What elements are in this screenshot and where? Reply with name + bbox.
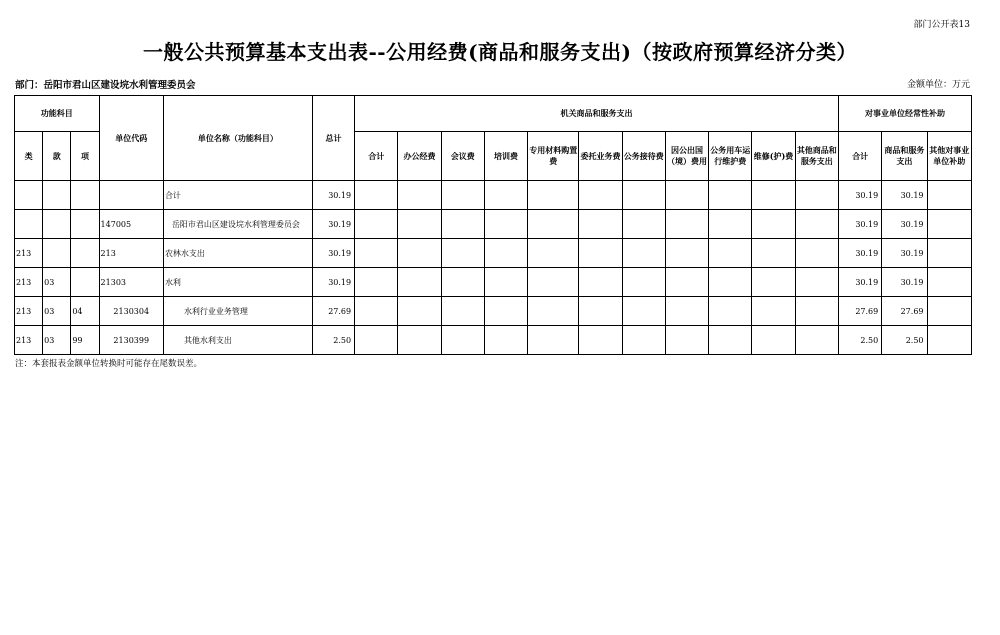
subsidy-total-cell: 30.19: [838, 239, 881, 268]
agency-value-cell: [528, 297, 579, 326]
subsidy-col-header: 其他对事业单位补助: [927, 132, 972, 181]
agency-value-cell: [752, 326, 795, 355]
table-row: [15, 268, 972, 297]
agency-value-cell: [484, 297, 527, 326]
table-row: [15, 326, 972, 355]
unit-code-cell: 147005: [99, 210, 163, 239]
agency-value-cell: [795, 326, 838, 355]
agency-col-header: 维修(护)费: [752, 132, 795, 181]
agency-value-cell: [441, 210, 484, 239]
xiang-cell: 99: [71, 326, 99, 355]
agency-value-cell: [484, 181, 527, 210]
agency-value-cell: [752, 239, 795, 268]
agency-value-cell: [398, 297, 441, 326]
agency-value-cell: [579, 239, 622, 268]
subsidy-other-cell: [927, 326, 972, 355]
lei-cell: 213: [15, 239, 43, 268]
agency-value-cell: [795, 181, 838, 210]
amount-unit-label: 金额单位：万元: [906, 80, 970, 90]
agency-value-cell: [441, 297, 484, 326]
agency-value-cell: [795, 297, 838, 326]
agency-value-cell: [622, 181, 665, 210]
agency-value-cell: [441, 239, 484, 268]
agency-value-cell: [622, 239, 665, 268]
subsidy-total-cell: 30.19: [838, 181, 881, 210]
total-cell: 30.19: [312, 181, 354, 210]
agency-value-cell: [355, 326, 398, 355]
agency-value-cell: [398, 181, 441, 210]
total-header: 总计: [312, 96, 354, 181]
table-row: [15, 239, 972, 268]
agency-value-cell: [579, 268, 622, 297]
agency-value-cell: [795, 268, 838, 297]
total-cell: 2.50: [312, 326, 354, 355]
kuan-cell: 03: [43, 326, 71, 355]
agency-value-cell: [622, 268, 665, 297]
subsidy-col-header: 合计: [838, 132, 881, 181]
agency-value-cell: [528, 210, 579, 239]
agency-value-cell: [709, 268, 752, 297]
unit-code-cell: 21303: [99, 268, 163, 297]
unit-name-cell: 岳阳市君山区建设垸水利管理委员会: [163, 210, 312, 239]
lei-cell: [15, 181, 43, 210]
xiang-cell: [71, 268, 99, 297]
agency-value-cell: [709, 210, 752, 239]
agency-value-cell: [355, 268, 398, 297]
lei-cell: 213: [15, 326, 43, 355]
agency-col-header: 公务用车运行维护费: [709, 132, 752, 181]
subsidy-goods-cell: 30.19: [882, 239, 927, 268]
agency-value-cell: [528, 239, 579, 268]
agency-value-cell: [752, 297, 795, 326]
agency-value-cell: [579, 181, 622, 210]
kuan-cell: [43, 239, 71, 268]
table-row: [15, 181, 972, 210]
lei-header: 类: [15, 132, 43, 181]
agency-value-cell: [398, 210, 441, 239]
agency-value-cell: [622, 210, 665, 239]
subsidy-goods-cell: 30.19: [882, 181, 927, 210]
agency-value-cell: [441, 268, 484, 297]
table-row: [15, 297, 972, 326]
unit-name-cell: 其他水利支出: [163, 326, 312, 355]
agency-col-header: 合计: [355, 132, 398, 181]
agency-value-cell: [528, 326, 579, 355]
subsidy-other-cell: [927, 239, 972, 268]
agency-col-header: 因公出国（境）费用: [665, 132, 708, 181]
xiang-cell: [71, 181, 99, 210]
subsidy-header: 对事业单位经常性补助: [838, 96, 971, 132]
agency-col-header: 委托业务费: [579, 132, 622, 181]
agency-value-cell: [484, 239, 527, 268]
agency-value-cell: [665, 326, 708, 355]
xiang-cell: [71, 210, 99, 239]
unit-name-cell: 合计: [163, 181, 312, 210]
agency-value-cell: [795, 210, 838, 239]
agency-value-cell: [484, 210, 527, 239]
agency-value-cell: [441, 181, 484, 210]
unit-code-cell: [99, 181, 163, 210]
agency-value-cell: [752, 210, 795, 239]
subsidy-total-cell: 30.19: [838, 268, 881, 297]
agency-col-header: 会议费: [441, 132, 484, 181]
agency-value-cell: [622, 297, 665, 326]
agency-value-cell: [665, 210, 708, 239]
subsidy-goods-cell: 2.50: [882, 326, 927, 355]
subsidy-other-cell: [927, 210, 972, 239]
agency-value-cell: [665, 181, 708, 210]
agency-value-cell: [528, 268, 579, 297]
agency-value-cell: [355, 210, 398, 239]
kuan-cell: 03: [43, 297, 71, 326]
xiang-cell: 04: [71, 297, 99, 326]
agency-value-cell: [709, 181, 752, 210]
total-cell: 30.19: [312, 239, 354, 268]
kuan-cell: [43, 210, 71, 239]
total-cell: 27.69: [312, 297, 354, 326]
subsidy-total-cell: 27.69: [838, 297, 881, 326]
agency-value-cell: [579, 297, 622, 326]
subsidy-total-cell: 2.50: [838, 326, 881, 355]
agency-col-header: 专用材料购置费: [528, 132, 579, 181]
subsidy-goods-cell: 30.19: [882, 210, 927, 239]
xiang-cell: [71, 239, 99, 268]
agency-value-cell: [579, 210, 622, 239]
agency-col-header: 其他商品和服务支出: [795, 132, 838, 181]
agency-col-header: 办公经费: [398, 132, 441, 181]
unit-code-cell: 2130399: [99, 326, 163, 355]
agency-value-cell: [484, 326, 527, 355]
kuan-header: 款: [43, 132, 71, 181]
agency-goods-header: 机关商品和服务支出: [355, 96, 839, 132]
subsidy-goods-cell: 30.19: [882, 268, 927, 297]
agency-value-cell: [355, 239, 398, 268]
agency-col-header: 培训费: [484, 132, 527, 181]
agency-value-cell: [622, 326, 665, 355]
unit-name-header: 单位名称（功能科目）: [163, 96, 312, 181]
agency-value-cell: [795, 239, 838, 268]
agency-value-cell: [441, 326, 484, 355]
lei-cell: [15, 210, 43, 239]
page-title: 一般公共预算基本支出表--公用经费(商品和服务支出)（按政府预算经济分类）: [142, 40, 858, 64]
agency-value-cell: [528, 181, 579, 210]
subsidy-other-cell: [927, 268, 972, 297]
subsidy-other-cell: [927, 297, 972, 326]
unit-name-cell: 水利行业业务管理: [163, 297, 312, 326]
kuan-cell: [43, 181, 71, 210]
agency-value-cell: [709, 239, 752, 268]
agency-value-cell: [398, 239, 441, 268]
agency-value-cell: [398, 268, 441, 297]
agency-value-cell: [752, 181, 795, 210]
budget-table: [14, 95, 972, 355]
subsidy-other-cell: [927, 181, 972, 210]
agency-value-cell: [355, 181, 398, 210]
page-number: 部门公开表13: [913, 20, 970, 30]
agency-value-cell: [484, 268, 527, 297]
table-row: [15, 210, 972, 239]
footnote: 注：本套报表金额单位转换时可能存在尾数误差。: [15, 359, 203, 369]
subsidy-col-header: 商品和服务支出: [882, 132, 927, 181]
xiang-header: 项: [71, 132, 99, 181]
department-label: 部门：岳阳市君山区建设垸水利管理委员会: [15, 80, 196, 91]
agency-value-cell: [398, 326, 441, 355]
agency-value-cell: [355, 297, 398, 326]
agency-value-cell: [579, 326, 622, 355]
agency-col-header: 公务接待费: [622, 132, 665, 181]
lei-cell: 213: [15, 297, 43, 326]
unit-code-cell: 2130304: [99, 297, 163, 326]
unit-code-cell: 213: [99, 239, 163, 268]
agency-value-cell: [665, 239, 708, 268]
total-cell: 30.19: [312, 268, 354, 297]
agency-value-cell: [709, 297, 752, 326]
kuan-cell: 03: [43, 268, 71, 297]
lei-cell: 213: [15, 268, 43, 297]
func-subject-header: 功能科目: [15, 96, 100, 132]
agency-value-cell: [709, 326, 752, 355]
total-cell: 30.19: [312, 210, 354, 239]
subsidy-total-cell: 30.19: [838, 210, 881, 239]
unit-name-cell: 农林水支出: [163, 239, 312, 268]
agency-value-cell: [665, 268, 708, 297]
unit-code-header: 单位代码: [99, 96, 163, 181]
subsidy-goods-cell: 27.69: [882, 297, 927, 326]
unit-name-cell: 水利: [163, 268, 312, 297]
agency-value-cell: [665, 297, 708, 326]
agency-value-cell: [752, 268, 795, 297]
